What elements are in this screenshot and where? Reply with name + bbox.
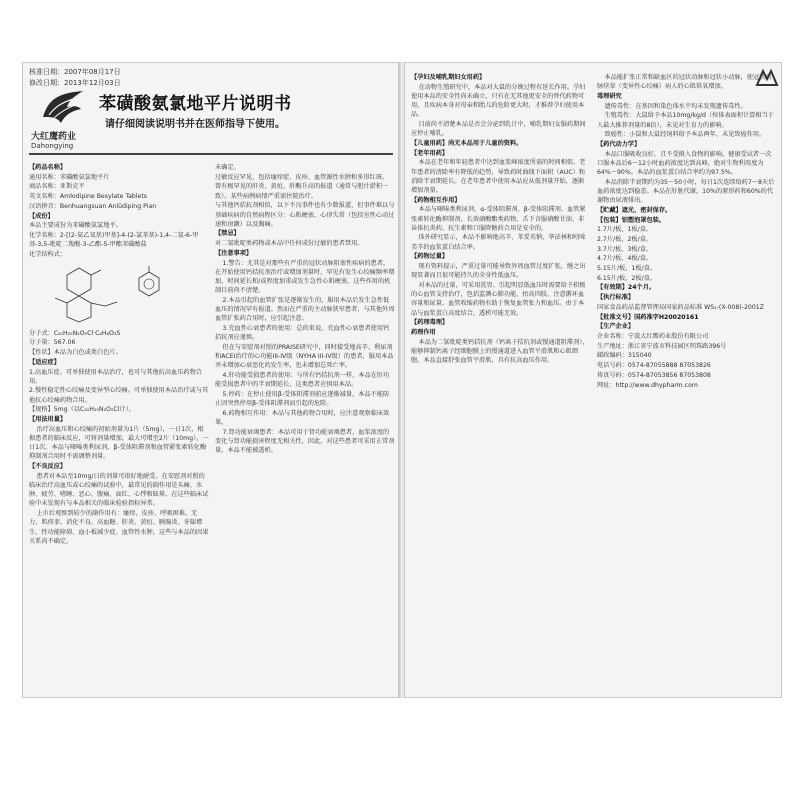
paragraph: 国家食品药品监督管理局国家药品标准 WS₁-(X-008)-2001Z: [597, 303, 764, 311]
paragraph: 企业名称：宁波大红鹰药业股份有限公司: [597, 332, 709, 340]
header-divider: [29, 153, 393, 155]
paragraph: 邮政编码：315040: [597, 352, 652, 360]
paragraph: 致癌性：小鼠和大鼠经饲料给予本品两年，未见致癌作用。: [604, 131, 766, 139]
paragraph: 现有资料提示，严重过量可能导致外周血管过度扩张，继之出现显著而且很可能持久的全身性低血压。: [411, 263, 586, 280]
right-leaflet-page: [404, 62, 782, 698]
paragraph: 本品口服吸收良好，且不受摄入食物的影响。健康受试者一次口服本品后6～12小时血药浓度达到高峰，绝对生物利用度为64%～90%。本品的血浆蛋白结合率约为97.5%。: [597, 150, 772, 177]
paragraph: 治疗高血压和心绞痛的初始剂量为1片（5mg），一日1次，根据患者的临床反应，可将剂量增加，最大可增至2片（10mg），一日1次。本品与噻嗪类利尿剂、β-受体阻滞剂和血管紧张素转化酶抑制剂合用时不需调整剂量。: [29, 425, 209, 461]
section-heading: 【贮藏】遮光，密封保存。: [597, 206, 672, 214]
section-heading: 【孕妇及哺乳期妇女用药】: [411, 74, 486, 81]
paragraph: 传真号码：0574-87053856 87053808: [597, 371, 711, 379]
paragraph: 本品在老年和年轻患者中达到血浆峰浓度所需的时间相似。老年患者的清除率有降低的趋势，导致药时曲线下面积（AUC）和消除半衰期延长。在老年患者中使用本品应从低剂量开始，逐渐增加剂量。: [411, 159, 586, 194]
paragraph: 【性状】本品为白色或类白色片。: [29, 349, 122, 357]
document-title: 苯磺酸氨氯地平片说明书: [99, 94, 292, 114]
section-heading: 【适应症】: [29, 358, 60, 366]
paragraph: 过敏反应罕见，包括瘙痒症、皮疹、血管源性水肿和多形红斑。: [215, 173, 389, 181]
paragraph: 5.15片/板，1板/盒。: [597, 265, 657, 273]
section-heading: 【执行标准】: [597, 294, 635, 302]
paragraph: 3.充血性心衰患者的使用：总的来说，充血性心衰患者使用钙拮抗剂应谨慎。: [215, 324, 390, 342]
paragraph: 遗传毒性：在基因和染色体水平均未发现遗传毒性。: [604, 102, 747, 110]
section-heading: 【药品名称】: [29, 164, 67, 171]
paragraph: 2.7片/板，2板/盒。: [597, 235, 653, 243]
paragraph: 本品消除半衰期约为35～50小时，每日1次连续给药7～8天后血药浓度达到稳态。本品在肝脏代谢，10%的原形药和60%的代谢物由尿液排出。: [597, 178, 775, 205]
paragraph: 6.药物相互作用：本品与其他药物合用时，应注意观察临床效果。: [215, 409, 390, 426]
paragraph: 化学结构式：: [29, 250, 67, 258]
paragraph: 对二氢吡啶类药物或本品中任何成份过敏的患者禁用。: [215, 240, 364, 248]
document-subtitle: 请仔细阅读说明书并在医师指导下使用。: [105, 119, 285, 130]
leaflet-header: [31, 89, 393, 155]
paragraph: 6.15片/板，2板/盒。: [597, 274, 657, 282]
paragraph: 7.肾功能衰竭患者：本品可用于肾功能衰竭患者，血浆浓度的变化与肾功能损害程度无相关性，因此，对这些患者可采用正常剂量。本品不能被透析。: [215, 428, 395, 455]
section-heading: 【批准文号】国药准字H20020161: [597, 313, 699, 321]
section-heading: 【药物相互作用】: [411, 196, 461, 204]
section-heading: 【用法用量】: [29, 416, 67, 424]
right-column-1: [411, 73, 589, 693]
right-column-2: [597, 73, 777, 693]
paragraph: 【规格】5mg（以C₂₀H₂₅N₂O₅Cl计）。: [29, 406, 135, 414]
paragraph: 通用名称：苯磺酸氨氯地平片: [29, 173, 110, 181]
paragraph: 目前尚不清楚本品是否会分泌到乳汁中，哺乳期妇女服药期间应停止哺乳。: [411, 121, 586, 138]
section-heading: 【成份】: [29, 212, 54, 220]
brand-name: [31, 129, 76, 150]
section-heading: 【药代动力学】: [597, 140, 641, 148]
paragraph: 2.本品引起的血管扩张是逐渐发生的，服用本品后发生急性低血压的情况罕有报道。然而在严重的主动脉狭窄患者，与其他外周血管扩张药合用时，应引起注意。: [215, 296, 395, 323]
section-heading: 【禁忌】: [215, 230, 240, 238]
section-heading: 【老年用药】: [411, 149, 449, 157]
paragraph: 分子量：567.06: [29, 339, 76, 347]
section-heading: 【药理毒理】: [411, 319, 449, 327]
brand-name-en: Dahongying: [31, 142, 74, 150]
revision-date: 修改日期：2013年12月03日: [29, 79, 121, 87]
paragraph: 曾有极罕见的肝炎、黄疸、肝酶升高的报道（通常与胆汁淤积一致）。某些病例病情严重需住院治疗。: [215, 183, 389, 200]
section-heading: 【有效期】24个月。: [597, 284, 656, 292]
section-heading: 【药物过量】: [411, 253, 449, 261]
approval-date: 核准日期：2007年08月17日: [29, 68, 121, 76]
paragraph: 分子式：C₂₀H₂₅N₂O₅Cl·C₆H₆O₃S: [29, 329, 121, 337]
paragraph: 未确定。: [215, 164, 240, 171]
section-heading: 【儿童用药】尚无本品用于儿童的资料。: [411, 139, 523, 147]
paragraph: 上市后观察到较少的副作用有：瘙痒、皮疹、呼吸困难、无力、肌痉挛、消化不良、高血糖、肝炎、黄疸、胰腺炎、牙龈增生、性功能障碍、血小板减少症、血管性水肿，这些与本品的因果关系尚不确定。: [29, 510, 209, 545]
paragraph: 4.肝功能受损患者的使用：与所有钙拮抗剂一样，本品在肝功能受损患者中的半衰期延长，这类患者应慎用本品。: [215, 371, 390, 389]
paragraph: 对本品的过量，可采用洗胃、引起明显低血压时需要给予积极的心血管支持治疗，包括监测心肺功能、抬高四肢、注意循环血容量和尿量。血管收缩药物有助于恢复血管张力和血压。由于本品与血浆蛋白高度结合，透析可能无效。: [411, 281, 586, 317]
revision-dates: [29, 67, 121, 89]
paragraph: 1.7片/板，1板/盒。: [597, 226, 653, 234]
eagle-logo-icon: [39, 87, 87, 133]
section-heading: 药理作用: [411, 328, 436, 336]
left-leaflet-page: [22, 62, 400, 698]
paragraph: 4.7片/板，4板/盒。: [597, 255, 653, 263]
paragraph: 汉语拼音：Benhuangsuan Anlüdiping Pian: [29, 202, 157, 210]
section-heading: 【包装】铝塑泡罩包装。: [597, 216, 666, 224]
paragraph: 5.停药：在停止使用β-受体阻滞剂前应逐渐减量，本品不能防止因突然停用β-受体阻滞剂而引起的危险。: [215, 390, 390, 408]
paragraph: 2.慢性稳定性心绞痛及变异型心绞痛。可单独使用本品治疗或与其他抗心绞痛药物合用。: [29, 387, 209, 404]
paragraph: 与其他钙拮抗剂相似，以下不良事件也有少数报道，但事件难以与基础疾病的自然病程区分：心肌梗塞、心律失常（包括室性心动过速和房颤）以及胸痛。: [215, 202, 395, 228]
left-column-1: [29, 163, 209, 693]
paragraph: 患者对本品至10mg/日的剂量可很好地耐受。在安慰剂对照的临床治疗高血压或心绞痛的试验中，最常见的副作用是头痛、水肿、疲劳、嗜睡、恶心、腹痛、面红、心悸和眩晕。在这些临床试验中未发现有与本品相关的临床检验指标异常。: [29, 472, 209, 508]
paragraph: 3.7片/板，3板/盒。: [597, 245, 653, 253]
paragraph: 但在与安慰剂对照的PRAISE研究中，同时接受地高辛、利尿剂和ACEI治疗的心功能III-IV级（NYHA III-IV级）的患者，服用本品并未增加心衰恶化的发生率，也未增加总死亡率。: [215, 343, 394, 370]
paragraph: 1.警告：尤其是对那些有严重的冠状动脉阻塞性疾病的患者，在开始使用钙拮抗剂治疗或增加剂量时，罕见有发生心绞痛频率增加、时间延长和/或程度加重或发生急性心肌梗塞。这些作用的机制目前尚不清楚。: [215, 259, 395, 295]
paragraph: 体外研究显示，本品不影响地高辛、苯妥英钠、华法林和吲哚美辛的血浆蛋白结合率。: [411, 234, 586, 251]
section-heading: 毒理研究: [597, 92, 622, 100]
paragraph: 1.高血压症。可单独使用本品治疗，也可与其他抗高血压药物合用。: [29, 368, 202, 385]
paragraph: 生产地址：浙江省宁波市科技园区明珠路396号: [597, 342, 727, 350]
paragraph: 商品名称：亚斯克平: [29, 183, 85, 191]
paragraph: 网址：http://www.dhypharm.com: [597, 381, 698, 389]
paragraph: 生殖毒性：大鼠给予本品10mg/kg/d（按体表面积计算相当于人最大推荐剂量的8倍），未见对生育力的影响。: [597, 112, 774, 129]
section-heading: 【注意事项】: [215, 249, 253, 257]
brand-name-cn: 大红鹰药业: [31, 132, 77, 142]
paragraph: 本品与噻嗪类利尿剂、α-受体阻滞剂、β-受体阻滞剂、血管紧张素转化酶抑制剂、长效硝酸酯类药物、舌下含服硝酸甘油、非甾体抗炎药、抗生素和口服降糖药合用是安全的。: [411, 206, 586, 232]
left-column-2: [215, 163, 395, 693]
paragraph: 本品为二氢吡啶类钙拮抗剂（钙离子拮抗剂或慢通道阻滞剂），能够抑制钙离子经细胞膜上的慢通道进入血管平滑肌和心肌细胞。本品直接舒张血管平滑肌，具有抗高血压作用。: [411, 338, 589, 365]
section-heading: 【不良反应】: [29, 463, 67, 471]
paragraph: 化学名称：2-[(2-氨乙氧基)甲基]-4-(2-氯苯基)-1,4-二氢-6-甲基-3,5-吡啶二羧酸-3-乙酯-5-甲酯苯磺酸盐: [29, 231, 199, 249]
paragraph: 在动物生殖研究中，本品对大鼠的分娩过程有延长作用。孕妇使用本品的安全性尚未确立，只有在无其他更安全的替代药物可用，且疾病本身对母亲和胎儿的危险更大时，才推荐孕妇使用本品。: [411, 83, 586, 119]
section-heading: 【生产企业】: [597, 323, 635, 331]
chemical-structure-diagram: [39, 262, 189, 324]
paragraph: 本品能扩张正常和缺血区的冠状动脉和冠状小动脉，使冠状动脉痉挛（变异性心绞痛）病人的心肌供氧增加。: [597, 74, 772, 91]
paragraph: 电话号码：0574-87055888 87053826: [597, 362, 711, 370]
paragraph: 英文名称：Amlodipine Besylate Tablets: [29, 193, 147, 201]
paragraph: 本品主要成份为苯磺酸氨氯地平。: [29, 222, 122, 230]
